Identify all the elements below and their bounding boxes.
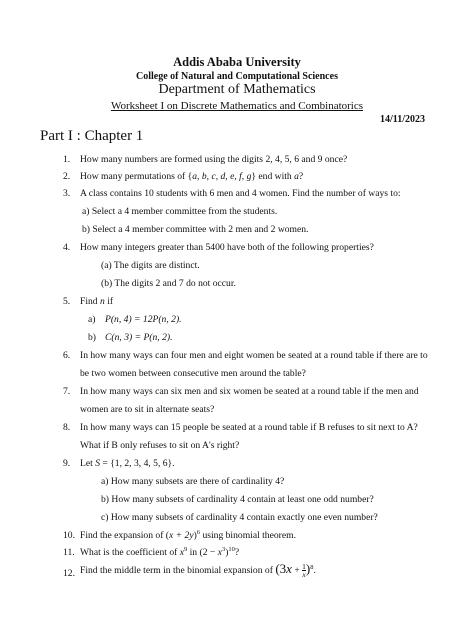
university-name: Addis Ababa University (173, 55, 301, 69)
question-2-text: How many permutations of {a, b, c, d, e, f, g} end with a? (80, 171, 304, 182)
worksheet-title: Worksheet I on Discrete Mathematics and Combinatorics (110, 100, 364, 112)
question-11-text: What is the coefficient of $x^9$ in $(2 - x^3)^{10}$? (80, 545, 240, 558)
question-5-number: 5. (63, 296, 71, 307)
question-4-text: How many integers greater than 5400 have both of the following properties? (80, 242, 374, 253)
question-9a-text: a) How many subsets are there of cardinality 4? (101, 476, 285, 487)
department-name: Department of Mathematics (158, 82, 316, 97)
question-3-number: 3. (63, 188, 71, 199)
question-6-text-line-2: be two women between consecutive men around the table? (80, 368, 306, 379)
college-name: College of Natural and Computational Sciences (136, 71, 338, 82)
worksheet-date: 14/11/2023 (379, 114, 425, 125)
question-1-text: How many numbers are formed using the digits 2, 4, 5, 6 and 9 once? (80, 154, 348, 165)
question-7-text-line-2: women are to sit in alternate seats? (80, 404, 215, 415)
question-7-number: 7. (63, 386, 71, 397)
question-4b-text: (b) The digits 2 and 7 do not occur. (101, 278, 236, 289)
question-5b-expression: C(n, 3) = P(n, 2). (105, 332, 173, 343)
question-11-number: 11. (63, 547, 75, 558)
question-4a-text: (a) The digits are distinct. (101, 260, 200, 271)
question-8-text-line-1: In how many ways can 15 people be seated at a round table if B refuses to sit next to A? (80, 422, 418, 433)
question-2-number: 2. (63, 171, 71, 182)
question-8-text-line-2: What if B only refuses to sit on A's right? (80, 440, 240, 451)
question-4-number: 4. (63, 242, 71, 253)
question-9b-text: b) How many subsets of cardinality 4 contain at least one odd number? (101, 494, 374, 505)
question-5a-expression: P(n, 4) = 12P(n, 2). (105, 314, 182, 325)
question-6-number: 6. (63, 350, 71, 361)
question-5b-label: b) (88, 332, 96, 343)
question-9-text: Let S = {1, 2, 3, 4, 5, 6}. (80, 458, 175, 469)
question-6-text-line-1: In how many ways can four men and eight women be seated at a round table if there are to (80, 350, 428, 361)
question-7-text-line-1: In how many ways can six men and six women be seated at a round table if the men and (80, 386, 419, 397)
question-10-text: Find the expansion of $(x + 2y)^6$ using binomial theorem. (80, 528, 296, 541)
question-3-text: A class contains 10 students with 6 men and 4 women. Find the number of ways to: (80, 188, 401, 199)
question-3a-text: a) Select a 4 member committee from the students. (82, 206, 278, 217)
question-1-number: 1. (63, 154, 71, 165)
question-5-text: Find n if (80, 296, 114, 307)
question-8-number: 8. (63, 422, 71, 433)
question-5a-label: a) (88, 314, 96, 325)
question-10-number: 10. (63, 530, 75, 541)
question-3b-text: b) Select a 4 member committee with 2 men and 2 women. (82, 224, 309, 235)
part-title: Part I : Chapter 1 (40, 128, 144, 144)
question-9c-text: c) How many subsets of cardinality 4 contain exactly one even number? (101, 512, 378, 523)
question-12-text: Find the middle term in the binomial expansion of (3x + $\frac{1}{x}$ )$^8$. (80, 561, 316, 580)
question-9-number: 9. (63, 458, 71, 469)
fraction-one-over-x: $\frac{1}{x}$ (302, 561, 306, 580)
question-12-number: 12. (63, 568, 75, 579)
